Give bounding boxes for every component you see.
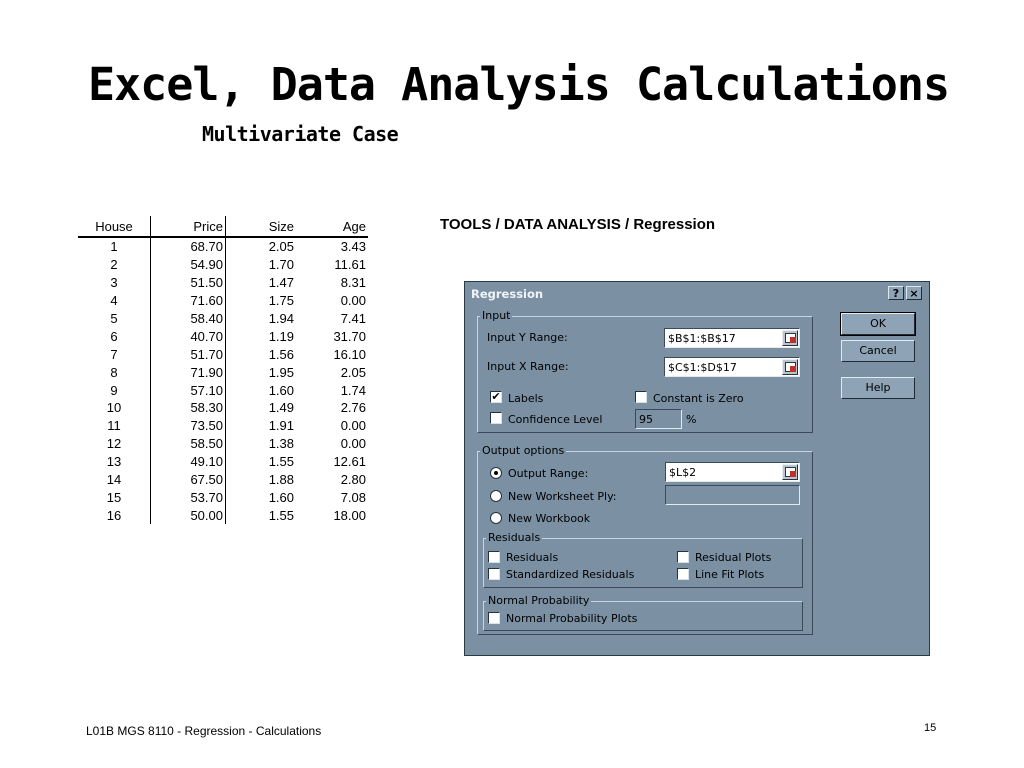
cell-age: 2.76 xyxy=(340,400,366,416)
cell-age: 31.70 xyxy=(333,328,366,344)
table-row xyxy=(78,292,368,310)
table-row xyxy=(78,256,368,274)
cell-size: 1.88 xyxy=(268,472,294,488)
dialog-title-bar[interactable] xyxy=(467,284,927,303)
new-workbook-label: New Workbook xyxy=(508,512,591,525)
cell-age: 2.80 xyxy=(340,472,366,488)
confidence-value: 95 xyxy=(639,413,653,426)
table-row xyxy=(78,417,368,435)
table-row xyxy=(78,274,368,292)
confidence-level-label: Confidence Level xyxy=(508,413,603,426)
cell-house: 14 xyxy=(78,471,151,489)
cell-age: 12.61 xyxy=(333,454,366,470)
labels-label: Labels xyxy=(508,392,544,405)
cell-house: 8 xyxy=(78,363,151,381)
cell-house: 5 xyxy=(78,310,151,328)
cell-age: 16.10 xyxy=(333,346,366,362)
cell-price: 57.10 xyxy=(151,381,226,399)
cell-price: 51.70 xyxy=(151,345,226,363)
cell-age: 0.00 xyxy=(340,293,366,309)
cell-size: 1.70 xyxy=(268,257,294,273)
cell-house: 10 xyxy=(78,399,151,417)
ok-button[interactable]: OK xyxy=(841,313,915,335)
table-row xyxy=(78,381,368,399)
percent-label: % xyxy=(686,413,697,426)
output-range-label: Output Range: xyxy=(508,467,589,480)
cell-price: 71.90 xyxy=(151,363,226,381)
input-group-legend: Input xyxy=(482,309,511,322)
cell-price: 68.70 xyxy=(151,237,226,256)
line-fit-plots-label: Line Fit Plots xyxy=(695,568,765,581)
help-title-button[interactable]: ? xyxy=(888,286,904,300)
cell-price: 53.70 xyxy=(151,488,226,506)
cell-house: 16 xyxy=(78,506,151,524)
constant-zero-checkbox[interactable] xyxy=(635,391,647,403)
cell-age: 18.00 xyxy=(333,507,366,523)
residuals-checkbox[interactable] xyxy=(488,551,500,563)
table-row xyxy=(78,327,368,345)
cell-age: 2.05 xyxy=(340,364,366,380)
cell-size: 1.75 xyxy=(268,293,294,309)
cell-house: 12 xyxy=(78,435,151,453)
cell-age: 0.00 xyxy=(340,436,366,452)
table-row xyxy=(78,453,368,471)
output-options-group xyxy=(477,444,813,635)
new-worksheet-field[interactable] xyxy=(665,485,800,505)
table-row xyxy=(78,363,368,381)
help-button[interactable]: Help xyxy=(841,377,915,399)
slide-subtitle: Multivariate Case xyxy=(202,122,399,146)
table-row xyxy=(78,435,368,453)
dialog-title: Regression xyxy=(471,287,544,301)
cell-size: 1.60 xyxy=(268,489,294,505)
line-fit-plots-checkbox[interactable] xyxy=(677,568,689,580)
input-y-value: $B$1:$B$17 xyxy=(668,332,736,345)
cell-house: 11 xyxy=(78,417,151,435)
cell-house: 7 xyxy=(78,345,151,363)
table-row xyxy=(78,471,368,489)
table-row xyxy=(78,345,368,363)
cell-house: 9 xyxy=(78,381,151,399)
new-worksheet-label: New Worksheet Ply: xyxy=(508,490,617,503)
cell-house: 4 xyxy=(78,292,151,310)
cell-age: 8.31 xyxy=(340,275,366,291)
slide-title: Excel, Data Analysis Calculations xyxy=(88,58,950,111)
cell-price: 58.40 xyxy=(151,310,226,328)
output-range-ref-button[interactable] xyxy=(782,464,798,480)
standardized-residuals-label: Standardized Residuals xyxy=(506,568,635,581)
table-row xyxy=(78,237,368,256)
cell-house: 15 xyxy=(78,488,151,506)
cell-house: 6 xyxy=(78,327,151,345)
cell-price: 58.50 xyxy=(151,435,226,453)
cell-price: 51.50 xyxy=(151,274,226,292)
cell-size: 1.60 xyxy=(268,382,294,398)
cell-size: 1.47 xyxy=(268,275,294,291)
normal-probability-group xyxy=(483,594,803,631)
input-x-value: $C$1:$D$17 xyxy=(668,361,737,374)
cell-age: 11.61 xyxy=(334,257,366,273)
house-data-table xyxy=(78,216,368,524)
input-y-range-field[interactable] xyxy=(664,328,800,348)
header-age: Age xyxy=(294,216,368,237)
range-ref-arrow-icon xyxy=(790,471,796,477)
cell-age: 7.08 xyxy=(340,489,366,505)
output-group-legend: Output options xyxy=(482,444,565,457)
confidence-value-field[interactable] xyxy=(635,409,682,429)
cell-house: 13 xyxy=(78,453,151,471)
normal-probability-checkbox[interactable] xyxy=(488,612,500,624)
cell-size: 1.94 xyxy=(268,311,294,326)
residual-plots-checkbox[interactable] xyxy=(677,551,689,563)
cell-size: 1.55 xyxy=(268,454,294,470)
new-workbook-radio[interactable] xyxy=(490,512,502,524)
cell-price: 67.50 xyxy=(151,471,226,489)
header-price: Price xyxy=(151,216,226,237)
cell-age: 0.00 xyxy=(340,418,366,434)
table-row xyxy=(78,399,368,417)
cancel-button[interactable]: Cancel xyxy=(841,340,915,362)
table-row xyxy=(78,488,368,506)
cell-price: 50.00 xyxy=(151,506,226,524)
table-header-row xyxy=(78,216,368,237)
slide-footer: L01B MGS 8110 - Regression - Calculations xyxy=(86,724,322,738)
cell-price: 54.90 xyxy=(151,256,226,274)
input-group xyxy=(477,309,813,433)
input-y-ref-button[interactable] xyxy=(782,330,798,346)
cell-size: 1.19 xyxy=(268,328,294,344)
cell-price: 71.60 xyxy=(151,292,226,310)
confidence-level-checkbox[interactable] xyxy=(490,412,502,424)
table-row xyxy=(78,310,368,328)
input-x-ref-button[interactable] xyxy=(782,359,798,375)
labels-checkbox[interactable]: ✔ xyxy=(491,390,501,403)
cell-size: 2.05 xyxy=(268,239,294,255)
cell-age: 3.43 xyxy=(340,239,366,255)
cell-age: 1.74 xyxy=(340,382,366,398)
input-y-label: Input Y Range: xyxy=(487,331,568,344)
cell-age: 7.41 xyxy=(340,311,366,326)
input-x-label: Input X Range: xyxy=(487,360,569,373)
residuals-label: Residuals xyxy=(506,551,559,564)
new-worksheet-radio[interactable] xyxy=(490,490,502,502)
cell-size: 1.56 xyxy=(268,346,294,362)
output-range-value: $L$2 xyxy=(669,466,697,479)
residuals-group-legend: Residuals xyxy=(488,531,541,544)
normal-group-legend: Normal Probability xyxy=(488,594,590,607)
cell-price: 58.30 xyxy=(151,399,226,417)
residual-plots-label: Residual Plots xyxy=(695,551,772,564)
cell-size: 1.38 xyxy=(268,436,294,452)
range-ref-arrow-icon xyxy=(790,366,796,372)
input-x-range-field[interactable] xyxy=(664,357,800,377)
tools-path-caption: TOOLS / DATA ANALYSIS / Regression xyxy=(440,216,716,233)
cell-house: 3 xyxy=(78,274,151,292)
constant-zero-label: Constant is Zero xyxy=(653,392,744,405)
output-range-field[interactable] xyxy=(665,462,800,482)
cell-size: 1.55 xyxy=(268,507,294,523)
close-title-button[interactable]: × xyxy=(906,286,922,300)
table-row xyxy=(78,506,368,524)
range-ref-arrow-icon xyxy=(790,337,796,343)
cell-size: 1.91 xyxy=(268,418,294,434)
regression-dialog xyxy=(464,281,930,656)
header-size: Size xyxy=(226,216,295,237)
residuals-group xyxy=(483,531,803,588)
cell-price: 73.50 xyxy=(151,417,226,435)
header-house: House xyxy=(78,216,151,237)
cell-price: 49.10 xyxy=(151,453,226,471)
cell-house: 2 xyxy=(78,256,151,274)
output-range-radio[interactable] xyxy=(490,467,502,479)
cell-price: 40.70 xyxy=(151,327,226,345)
cell-house: 1 xyxy=(78,237,151,256)
normal-probability-label: Normal Probability Plots xyxy=(506,612,638,625)
cell-size: 1.95 xyxy=(268,364,294,380)
standardized-residuals-checkbox[interactable] xyxy=(488,568,500,580)
cell-size: 1.49 xyxy=(268,400,294,416)
page-number: 15 xyxy=(924,722,937,734)
